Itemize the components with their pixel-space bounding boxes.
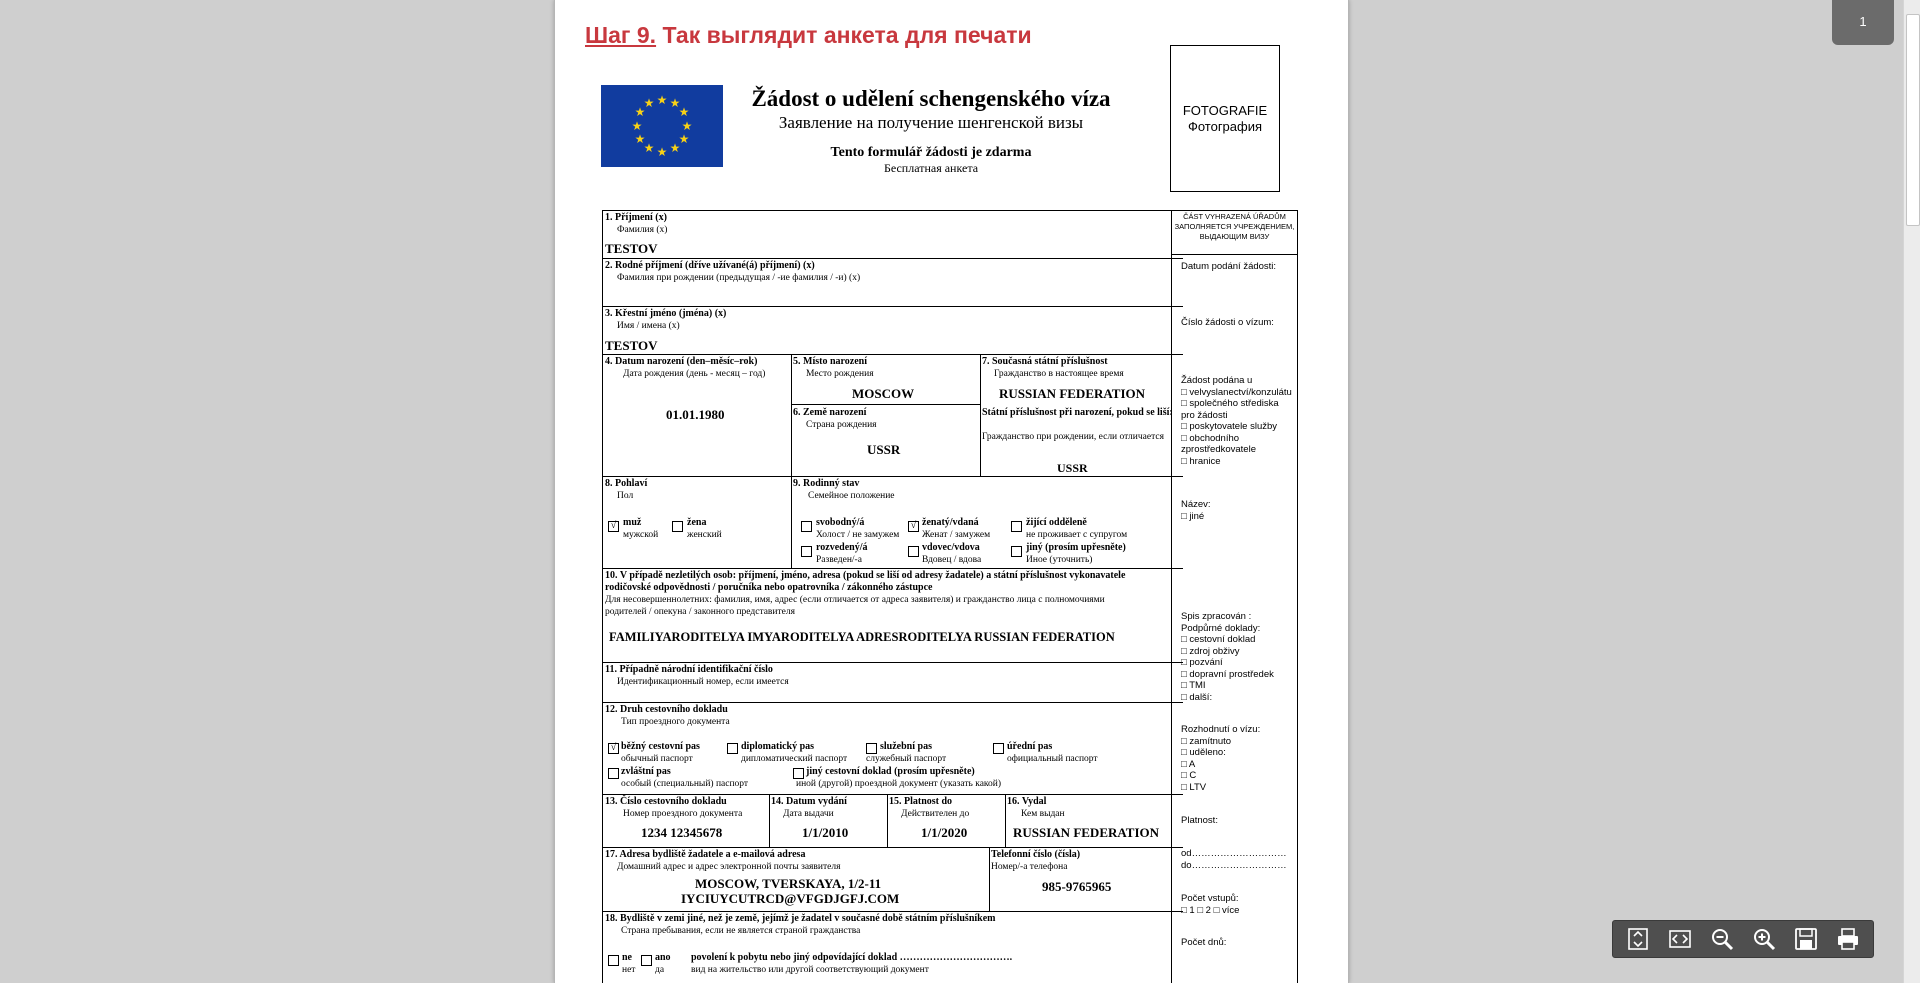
form-title: [736, 86, 1126, 176]
title-cz: Žádost o udělení schengenského víza: [751, 86, 1111, 111]
sex-male-label: muž: [623, 517, 642, 528]
divider: [603, 911, 1183, 912]
step-number: Шаг 9.: [585, 22, 657, 48]
national-id-sublabel: Идентификационный номер, если имеется: [617, 677, 789, 687]
surname-value: TESTOV: [605, 241, 658, 256]
step-heading: [585, 22, 1032, 49]
marital-other-sublabel: Иное (уточнить): [1026, 555, 1093, 565]
special-passport-label: zvláštní pas: [621, 766, 671, 777]
side-field: od………………………… do…………………………: [1181, 848, 1287, 871]
divider: [603, 662, 1183, 663]
page-number-badge: 1: [1832, 0, 1894, 45]
side-field: Číslo žádosti o vízum:: [1181, 317, 1274, 328]
zoom-in-icon: [1751, 926, 1777, 952]
birth-place-value: MOSCOW: [852, 386, 915, 401]
surname-label: 1. Příjmení (x): [605, 212, 667, 223]
sex-sublabel: Пол: [617, 491, 634, 501]
marital-single-checkbox[interactable]: [801, 521, 812, 532]
guardian-value: FAMILIYARODITELYA IMYARODITELYA ADRESRODITELYA RUSSIAN FEDERATION: [609, 630, 1115, 644]
side-field: Počet dnů:: [1181, 937, 1227, 948]
official-use-header: ČÁST VYHRAZENÁ ÚŘADŮM ЗАПОЛНЯЕТСЯ УЧРЕЖДЕНИЕМ, ВЫДАЮЩИМ ВИЗУ: [1172, 211, 1297, 255]
sex-female-label: žena: [687, 517, 707, 528]
divider: [603, 354, 1183, 355]
valid-until-value: 1/1/2020: [921, 825, 968, 840]
svg-text:★: ★: [656, 93, 668, 107]
divider: [980, 354, 981, 476]
side-field: Žádost podána u □ velvyslanectví/konzulátu □ společného střediska pro žádosti □ poskytovatele služby □ obchodního zprostředkovatele □ hranice: [1181, 375, 1292, 467]
divider: [791, 354, 792, 568]
divider: [989, 847, 990, 911]
marital-other-label: jiný (prosím upřesněte): [1026, 542, 1126, 553]
fit-width-icon: [1667, 926, 1693, 952]
document-page: [554, 0, 1349, 983]
save-icon: [1793, 926, 1819, 952]
step-text: Так выглядит анкета для печати: [656, 22, 1032, 48]
service-passport-label: služební pas: [880, 741, 932, 752]
residence-no-checkbox[interactable]: [608, 955, 619, 966]
first-name-value: TESTOV: [605, 338, 658, 353]
marital-widowed-checkbox[interactable]: [908, 546, 919, 557]
residence-yes-sublabel: да: [655, 965, 665, 975]
nationality-sublabel: Гражданство в настоящее время: [994, 369, 1124, 379]
divider: [1005, 794, 1006, 847]
marital-separated-sublabel: не проживает с супругом: [1026, 530, 1128, 540]
issue-date-value: 1/1/2010: [802, 825, 849, 840]
divider: [603, 476, 1183, 477]
photo-label-ru: Фотография: [1187, 118, 1263, 134]
guardian-sublabel: Для несовершеннолетних: фамилия, имя, адрес (если отличается от адреса заявителя) и гражданство лица с полномочиями: [605, 595, 1105, 605]
title-ru: Заявление на получение шенгенской визы: [778, 113, 1084, 132]
divider: [603, 568, 1183, 569]
birth-nationality-label: Státní příslušnost při narození, pokud se liší:: [982, 407, 1173, 418]
side-field: Datum podání žádosti:: [1181, 261, 1277, 272]
birth-country-label: 6. Země narození: [793, 407, 867, 418]
first-name-sublabel: Имя / имена (x): [617, 321, 680, 331]
print-icon: [1835, 926, 1861, 952]
fit-page-button[interactable]: [1621, 923, 1655, 955]
marital-separated-label: žijící odděleně: [1026, 517, 1087, 528]
marital-married-checkbox[interactable]: √: [908, 521, 919, 532]
diplomatic-passport-sublabel: дипломатический паспорт: [741, 754, 848, 764]
svg-text:★: ★: [631, 119, 643, 133]
marital-married-sublabel: Женат / замужем: [922, 530, 991, 540]
divider: [603, 306, 1183, 307]
sex-female-checkbox[interactable]: [672, 521, 683, 532]
phone-label: Telefonní číslo (čísla): [991, 849, 1081, 860]
side-field: Platnost:: [1181, 815, 1218, 826]
zoom-out-button[interactable]: [1705, 923, 1739, 955]
marital-widowed-label: vdovec/vdova: [922, 542, 980, 553]
sex-label: 8. Pohlaví: [605, 478, 648, 489]
birth-date-sublabel: Дата рождения (день - месяц – год): [623, 369, 766, 379]
divider: [769, 794, 770, 847]
ordinary-passport-checkbox[interactable]: √: [608, 743, 619, 754]
zoom-in-button[interactable]: [1747, 923, 1781, 955]
issue-date-label: 14. Datum vydání: [771, 796, 847, 807]
residence-permit-sublabel: вид на жительство или другой соответствующий документ: [691, 965, 929, 975]
marital-divorced-checkbox[interactable]: [801, 546, 812, 557]
ordinary-passport-sublabel: обычный паспорт: [621, 754, 693, 764]
nationality-label: 7. Současná státní příslušnost: [982, 356, 1108, 367]
sex-female-sublabel: женский: [687, 530, 722, 540]
svg-text:★: ★: [643, 141, 655, 155]
svg-text:★: ★: [643, 96, 655, 110]
svg-text:★: ★: [669, 96, 681, 110]
residence-yes-label: ano: [655, 952, 671, 963]
special-passport-checkbox[interactable]: [608, 768, 619, 779]
side-field: Spis zpracován : Podpůrné doklady: □ cestovní doklad □ zdroj obživy □ pozvání □ dopravní prostředek □ TMI □ další:: [1181, 611, 1274, 703]
diplomatic-passport-checkbox[interactable]: [727, 743, 738, 754]
surname-sublabel: Фамилия (x): [617, 225, 668, 235]
svg-text:★: ★: [678, 105, 690, 119]
birth-date-value: 01.01.1980: [666, 407, 725, 422]
diplomatic-passport-label: diplomatický pas: [741, 741, 815, 752]
phone-sublabel: Номер/-а телефона: [991, 862, 1068, 872]
issued-by-label: 16. Vydal: [1007, 796, 1047, 807]
zoom-out-icon: [1709, 926, 1735, 952]
birth-place-sublabel: Место рождения: [806, 369, 874, 379]
residence-permit-label: povolení k pobytu nebo jiný odpovídající doklad …………………………….: [691, 952, 1013, 963]
service-passport-sublabel: служебный паспорт: [866, 754, 947, 764]
divider: [603, 847, 1183, 848]
official-use-column: [1171, 210, 1298, 983]
eu-flag: [601, 85, 723, 167]
birth-date-label: 4. Datum narození (den–měsíc–rok): [605, 356, 758, 367]
passport-number-label: 13. Číslo cestovního dokladu: [605, 796, 727, 807]
valid-until-sublabel: Действителен до: [901, 809, 970, 819]
address-label: 17. Adresa bydliště žadatele a e-mailová adresa: [605, 849, 806, 860]
address-value: MOSCOW, TVERSKAYA, 1/2-11: [695, 876, 882, 891]
divider: [603, 794, 1183, 795]
birth-nationality-sublabel: Гражданство при рождении, если отличается: [982, 432, 1164, 442]
side-field: Rozhodnutí o vízu: □ zamítnuto □ uděleno: □ A □ C □ LTV: [1181, 724, 1261, 793]
fit-page-icon: [1625, 926, 1651, 952]
guardian-label-2: rodičovské odpovědnosti / poručníka nebo opatrovníka / zákonného zástupce: [605, 582, 933, 593]
photo-box: [1170, 45, 1280, 192]
divider: [791, 404, 980, 405]
ordinary-passport-label: běžný cestovní pas: [621, 741, 700, 752]
marital-widowed-sublabel: Вдовец / вдова: [922, 555, 982, 565]
sex-male-sublabel: мужской: [623, 530, 659, 540]
side-field: Počet vstupů: □ 1 □ 2 □ více: [1181, 893, 1240, 916]
birth-surname-sublabel: Фамилия при рождении (предыдущая / -ие фамилия / -и) (x): [617, 273, 861, 283]
issued-by-sublabel: Кем выдан: [1021, 809, 1065, 819]
email-value: IYCIUYCUTRCD@VFGDJGFJ.COM: [681, 891, 900, 906]
address-sublabel: Домашний адрес и адрес электронной почты заявителя: [617, 862, 841, 872]
issue-date-sublabel: Дата выдачи: [783, 809, 834, 819]
sex-male-checkbox[interactable]: √: [608, 521, 619, 532]
svg-text:★: ★: [656, 145, 668, 159]
svg-text:★: ★: [634, 105, 646, 119]
guardian-label: 10. V případě nezletilých osob: příjmení, jméno, adresa (pokud se liší od adresy žadatele) a státní příslušnost vykonavatele: [605, 570, 1126, 581]
svg-text:★: ★: [678, 132, 690, 146]
first-name-label: 3. Křestní jméno (jména) (x): [605, 308, 727, 319]
passport-number-sublabel: Номер проездного документа: [623, 809, 743, 819]
official-passport-checkbox[interactable]: [993, 743, 1004, 754]
official-passport-label: úřední pas: [1007, 741, 1053, 752]
marital-married-label: ženatý/vdaná: [922, 517, 979, 528]
svg-text:★: ★: [669, 141, 681, 155]
free-note-cz: Tento formulář žádosti je zdarma: [830, 145, 1032, 160]
birth-nationality-value: USSR: [1057, 461, 1088, 475]
divider: [887, 794, 888, 847]
guardian-sublabel-2: родителей / опекуна / законного представителя: [605, 607, 795, 617]
divider: [603, 258, 1183, 259]
photo-label-cz: FOTOGRAFIE: [1182, 102, 1268, 118]
marital-status-label: 9. Rodinný stav: [793, 478, 860, 489]
marital-divorced-sublabel: Разведен/-а: [816, 555, 862, 565]
marital-divorced-label: rozvedený/á: [816, 542, 868, 553]
birth-place-label: 5. Místo narození: [793, 356, 867, 367]
marital-separated-checkbox[interactable]: [1011, 521, 1022, 532]
viewer-toolbar: [1612, 920, 1874, 958]
travel-doc-type-label: 12. Druh cestovního dokladu: [605, 704, 728, 715]
phone-value: 985-9765965: [1042, 879, 1112, 894]
application-form: [602, 210, 1183, 983]
marital-single-sublabel: Холост / не замужем: [816, 530, 900, 540]
fit-width-button[interactable]: [1663, 923, 1697, 955]
divider: [603, 702, 1183, 703]
svg-text:★: ★: [681, 119, 693, 133]
scrollbar-thumb[interactable]: [1906, 14, 1920, 226]
residence-no-label: ne: [622, 952, 632, 963]
issued-by-value: RUSSIAN FEDERATION: [1013, 825, 1160, 840]
official-passport-sublabel: официальный паспорт: [1007, 754, 1098, 764]
save-button[interactable]: [1789, 923, 1823, 955]
marital-single-label: svobodný/á: [816, 517, 865, 528]
birth-country-sublabel: Страна рождения: [806, 420, 877, 430]
special-passport-sublabel: особый (специальный) паспорт: [621, 779, 749, 789]
other-travel-doc-label: jiný cestovní doklad (prosím upřesněte): [806, 766, 975, 777]
print-button[interactable]: [1831, 923, 1865, 955]
birth-country-value: USSR: [867, 442, 901, 457]
residence-label: 18. Bydliště v zemi jiné, než je země, jejímž je žadatel v současné době státním příslušníkem: [605, 913, 996, 924]
other-travel-doc-sublabel: иной (другой) проездной документ (указать какой): [796, 779, 1002, 789]
valid-until-label: 15. Platnost do: [889, 796, 953, 807]
residence-yes-checkbox[interactable]: [641, 955, 652, 966]
birth-surname-label: 2. Rodné příjmení (dříve užívané(á) příjmení) (x): [605, 260, 815, 271]
svg-text:★: ★: [634, 132, 646, 146]
marital-other-checkbox[interactable]: [1011, 546, 1022, 557]
residence-sublabel: Страна пребывания, если не является страной гражданства: [621, 926, 861, 936]
passport-number-value: 1234 12345678: [641, 825, 723, 840]
eu-stars-icon: [601, 85, 723, 167]
marital-status-sublabel: Семейное положение: [808, 491, 895, 501]
travel-doc-type-sublabel: Тип проездного документа: [621, 717, 730, 727]
national-id-label: 11. Případně národní identifikační číslo: [605, 664, 773, 675]
side-field: Název: □ jiné: [1181, 499, 1211, 522]
free-note-ru: Бесплатная анкета: [883, 161, 979, 175]
nationality-value: RUSSIAN FEDERATION: [999, 386, 1146, 401]
residence-no-sublabel: нет: [622, 965, 636, 975]
vertical-scrollbar[interactable]: [1903, 0, 1920, 983]
